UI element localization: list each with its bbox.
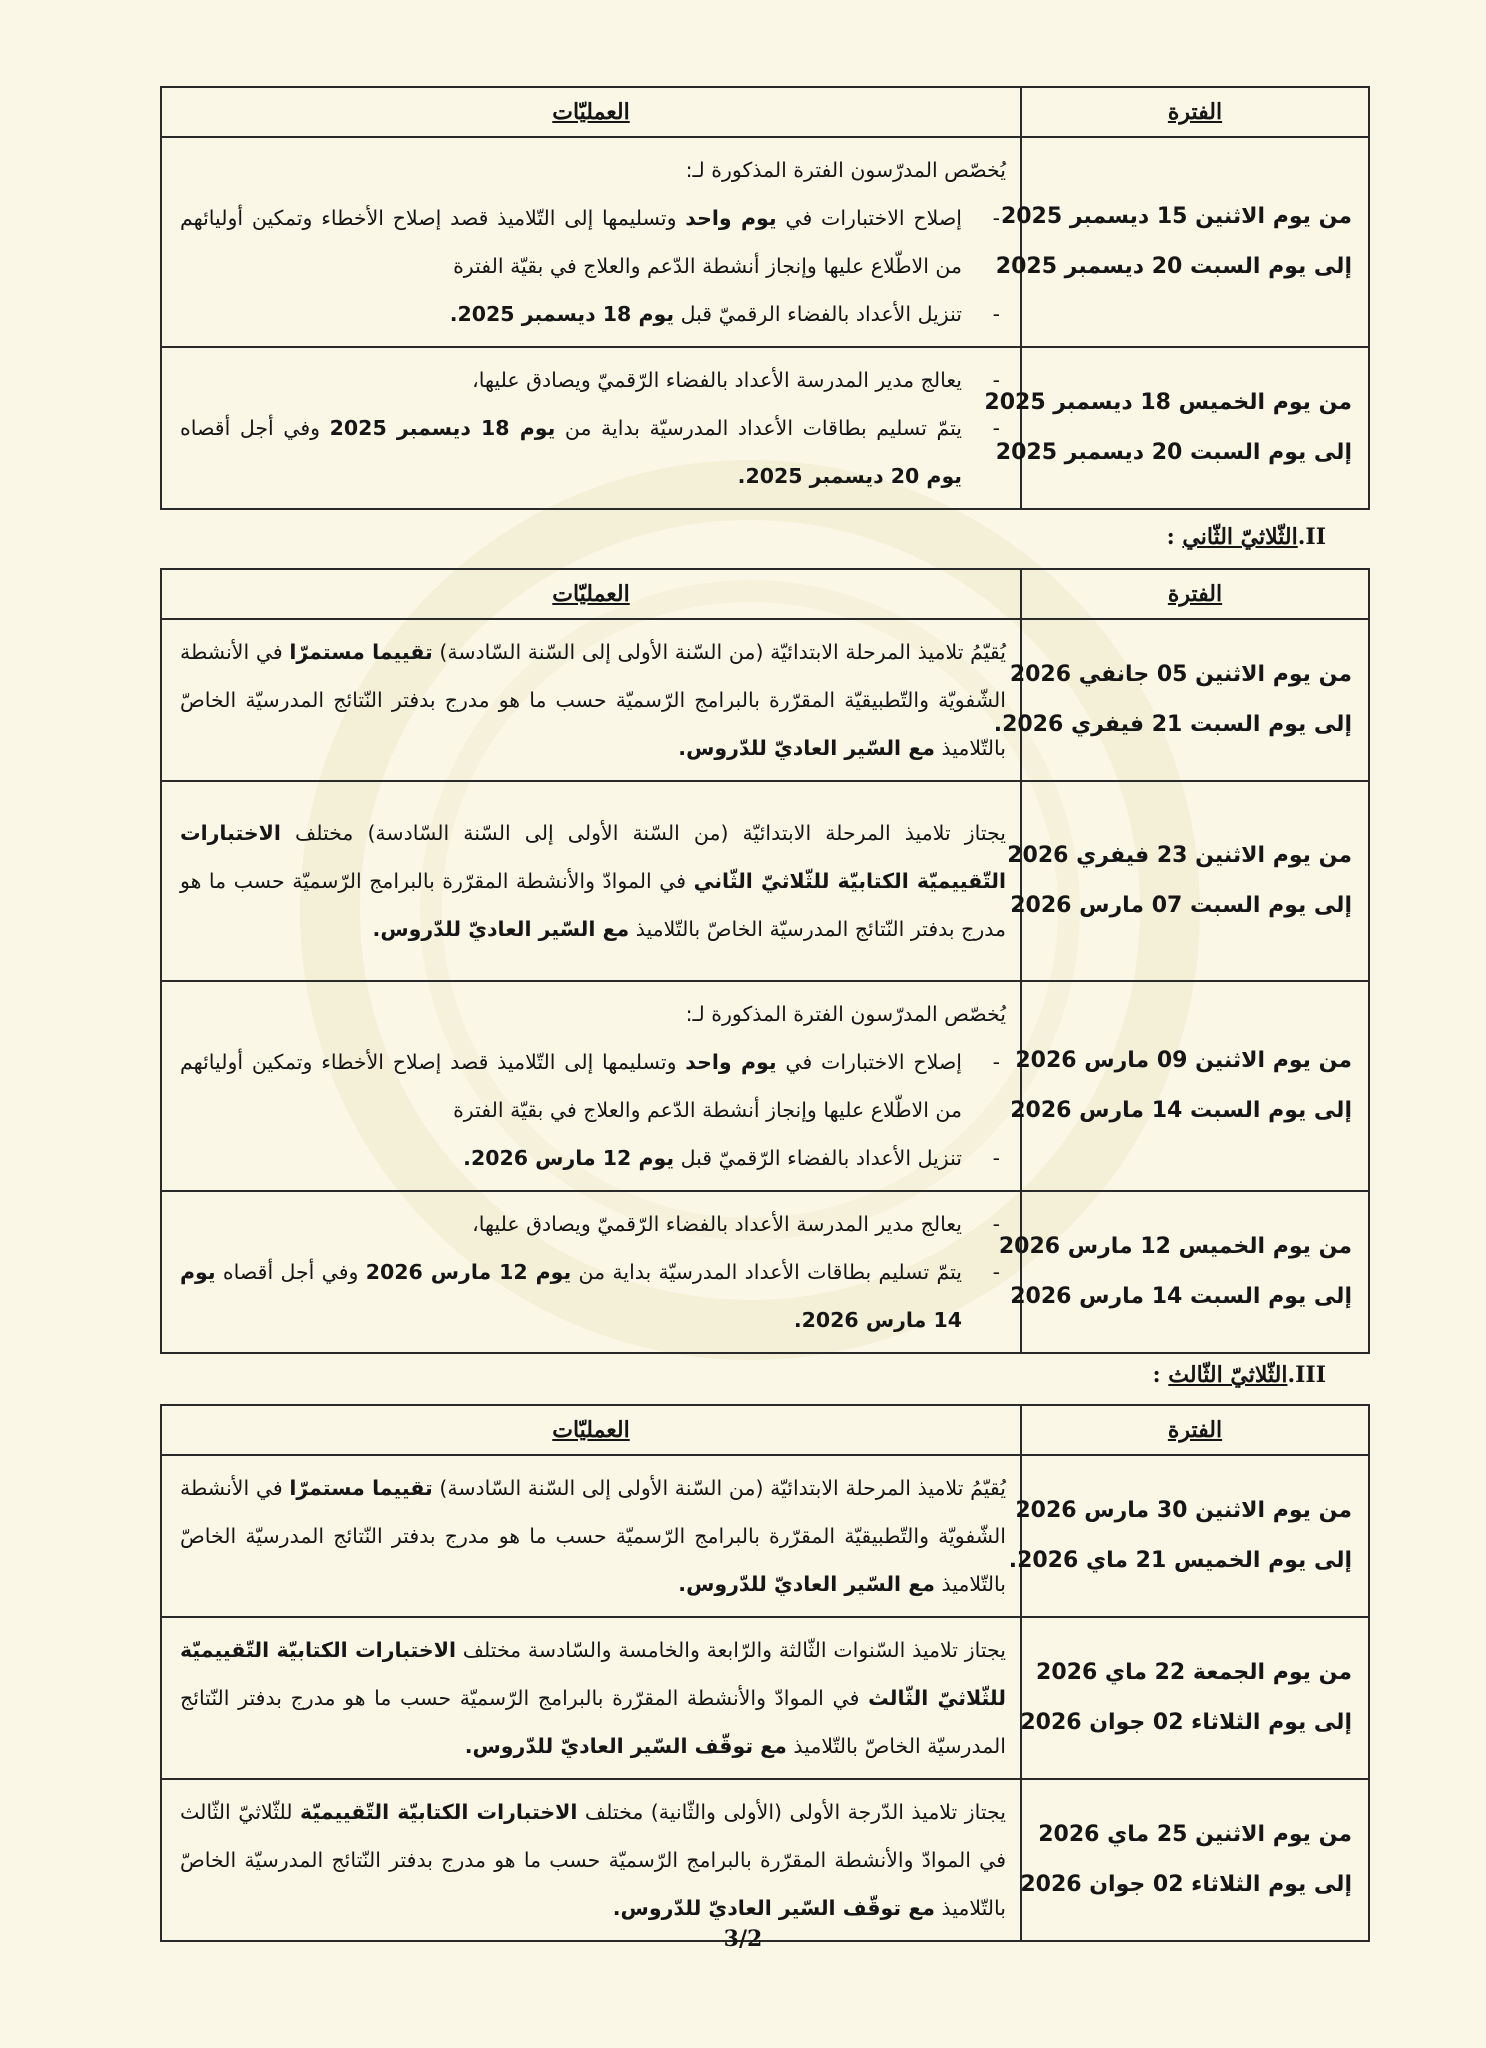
operations-cell: يجتاز تلاميذ الدّرجة الأولى (الأولى والثّانية) مختلف الاختبارات الكتابيّة التّقييميّة للثّلاثيّ الثّالث في الموادّ والأنشطة المقرّرة بالبرامج الرّسميّة حسب ما هو مدرج بدفتر النّتائج المدرسيّة الخاصّ بالتّلاميذ مع توقّف السّير العاديّ للدّروس. xyxy=(161,1779,1021,1941)
period-to: إلى يوم الثلاثاء 02 جوان 2026 xyxy=(1020,1710,1352,1735)
period-header: الفترة xyxy=(1021,87,1369,137)
table-row xyxy=(161,781,1369,981)
period-from: من يوم الاثنين 23 فيفري 2026 xyxy=(1007,843,1352,868)
period-to: إلى يوم الثلاثاء 02 جوان 2026 xyxy=(1020,1872,1352,1897)
table-header-row xyxy=(161,569,1369,619)
operations-cell: يُقيّمُ تلاميذ المرحلة الابتدائيّة (من السّنة الأولى إلى السّنة السّادسة) تقييما مستمرّا في الأنشطة الشّفويّة والتّطبيقيّة المقرّرة بالبرامج الرّسميّة حسب ما هو مدرج بدفتر النّتائج المدرسيّة الخاصّ بالتّلاميذ مع السّير العاديّ للدّروس. xyxy=(161,619,1021,781)
period-cell xyxy=(1007,781,1369,981)
period-from: من يوم الجمعة 22 ماي 2026 xyxy=(1036,1660,1352,1685)
operations-header: العمليّات xyxy=(161,1405,1021,1455)
period-from: من يوم الاثنين 25 ماي 2026 xyxy=(1038,1822,1352,1847)
operations-list xyxy=(180,1200,1006,1344)
period-cell xyxy=(1021,1779,1369,1941)
period-to: إلى يوم السبت 20 ديسمبر 2025 xyxy=(995,440,1352,465)
table-row xyxy=(161,1455,1369,1617)
table-row xyxy=(161,347,1369,509)
table-row xyxy=(161,1191,1369,1353)
period-from: من يوم الاثنين 15 ديسمبر 2025 xyxy=(1000,204,1352,229)
period-header: الفترة xyxy=(1021,569,1369,619)
table-row xyxy=(161,1617,1369,1779)
operations-cell: يُقيّمُ تلاميذ المرحلة الابتدائيّة (من السّنة الأولى إلى السّنة السّادسة) تقييما مستمرّا في الأنشطة الشّفويّة والتّطبيقيّة المقرّرة بالبرامج الرّسميّة حسب ما هو مدرج بدفتر النّتائج المدرسيّة الخاصّ بالتّلاميذ مع السّير العاديّ للدّروس. xyxy=(161,1455,1021,1617)
page-number: 3/2 xyxy=(723,1926,763,1952)
period-to: إلى يوم السبت 07 مارس 2026 xyxy=(1010,893,1352,918)
operations-list xyxy=(180,194,1006,338)
period-to: إلى يوم السبت 14 مارس 2026 xyxy=(1010,1098,1352,1123)
period-to: إلى يوم الخميس 21 ماي 2026. xyxy=(1008,1548,1352,1573)
table-row xyxy=(161,981,1369,1191)
operations-intro: يُخصّص المدرّسون الفترة المذكورة لـ: xyxy=(685,1002,1006,1026)
table-row xyxy=(161,1779,1369,1941)
operations-header: العمليّات xyxy=(161,569,1021,619)
operations-intro: يُخصّص المدرّسون الفترة المذكورة لـ: xyxy=(685,158,1006,182)
period-from: من يوم الخميس 18 ديسمبر 2025 xyxy=(984,390,1352,415)
period-header: الفترة xyxy=(1021,1405,1369,1455)
operations-cell: يجتاز تلاميذ المرحلة الابتدائيّة (من السّنة الأولى إلى السّنة السّادسة) مختلف الاختبارات التّقييميّة الكتابيّة للثّلاثيّ الثّاني في الموادّ والأنشطة المقرّرة بالبرامج الرّسميّة حسب ما هو مدرج بدفتر النّتائج المدرسيّة الخاصّ بالتّلاميذ مع السّير العاديّ للدّروس. xyxy=(161,781,1021,981)
period-from: من يوم الاثنين 09 مارس 2026 xyxy=(1015,1048,1352,1073)
section-title-trimester-3: III.الثّلاثيّ الثّالث : xyxy=(1152,1362,1326,1388)
period-cell xyxy=(1008,1455,1369,1617)
operations-cell xyxy=(161,981,1021,1191)
period-from: من يوم الخميس 12 مارس 2026 xyxy=(998,1234,1352,1259)
list-item: - إصلاح الاختبارات في يوم واحد وتسليمها إلى التّلاميذ قصد إصلاح الأخطاء وتمكين أوليائهم من الاطّلاع عليها وإنجاز أنشطة الدّعم والعلاج في بقيّة الفترة xyxy=(180,1038,1006,1134)
period-to: إلى يوم السبت 21 فيفري 2026. xyxy=(993,712,1352,737)
period-cell xyxy=(1010,981,1369,1191)
table-row xyxy=(161,137,1369,347)
list-item: - تنزيل الأعداد بالفضاء الرقميّ قبل يوم 18 ديسمبر 2025. xyxy=(180,290,1006,338)
period-from: من يوم الاثنين 05 جانفي 2026 xyxy=(1009,662,1352,687)
list-item: - تنزيل الأعداد بالفضاء الرّقميّ قبل يوم 12 مارس 2026. xyxy=(180,1134,1006,1182)
schedule-table-trimester-1 xyxy=(160,86,1370,510)
schedule-table-trimester-2 xyxy=(160,568,1370,1354)
table-row xyxy=(161,619,1369,781)
period-cell xyxy=(993,619,1369,781)
period-to: إلى يوم السبت 14 مارس 2026 xyxy=(1010,1284,1352,1309)
list-item: - يتمّ تسليم بطاقات الأعداد المدرسيّة بداية من يوم 12 مارس 2026 وفي أجل أقصاه يوم 14 مارس 2026. xyxy=(180,1248,1006,1344)
list-item: - يعالج مدير المدرسة الأعداد بالفضاء الرّقميّ ويصادق عليها، xyxy=(180,356,1006,404)
operations-cell xyxy=(161,347,1021,509)
list-item: - إصلاح الاختبارات في يوم واحد وتسليمها إلى التّلاميذ قصد إصلاح الأخطاء وتمكين أوليائهم من الاطّلاع عليها وإنجاز أنشطة الدّعم والعلاج في بقيّة الفترة xyxy=(180,194,1006,290)
period-to: إلى يوم السبت 20 ديسمبر 2025 xyxy=(995,254,1352,279)
period-cell xyxy=(984,347,1369,509)
schedule-table-trimester-3 xyxy=(160,1404,1370,1942)
table-header-row xyxy=(161,1405,1369,1455)
operations-cell xyxy=(161,1191,1021,1353)
operations-cell: يجتاز تلاميذ السّنوات الثّالثة والرّابعة والخامسة والسّادسة مختلف الاختبارات الكتابيّة التّقييميّة للثّلاثيّ الثّالث في الموادّ والأنشطة المقرّرة بالبرامج الرّسميّة حسب ما هو مدرج بدفتر النّتائج المدرسيّة الخاصّ بالتّلاميذ مع توقّف السّير العاديّ للدّروس. xyxy=(161,1617,1021,1779)
list-item: - يعالج مدير المدرسة الأعداد بالفضاء الرّقميّ ويصادق عليها، xyxy=(180,1200,1006,1248)
period-cell xyxy=(1021,1617,1369,1779)
period-cell xyxy=(995,137,1369,347)
table-header-row xyxy=(161,87,1369,137)
operations-list xyxy=(180,1038,1006,1182)
operations-list xyxy=(180,356,1006,500)
operations-header: العمليّات xyxy=(161,87,1021,137)
period-from: من يوم الاثنين 30 مارس 2026 xyxy=(1015,1498,1352,1523)
period-cell xyxy=(998,1191,1369,1353)
list-item: - يتمّ تسليم بطاقات الأعداد المدرسيّة بداية من يوم 18 ديسمبر 2025 وفي أجل أقصاه يوم 20 ديسمبر 2025. xyxy=(180,404,1006,500)
operations-cell xyxy=(161,137,1021,347)
section-title-trimester-2: II.الثّلاثيّ الثّاني : xyxy=(1166,524,1326,550)
